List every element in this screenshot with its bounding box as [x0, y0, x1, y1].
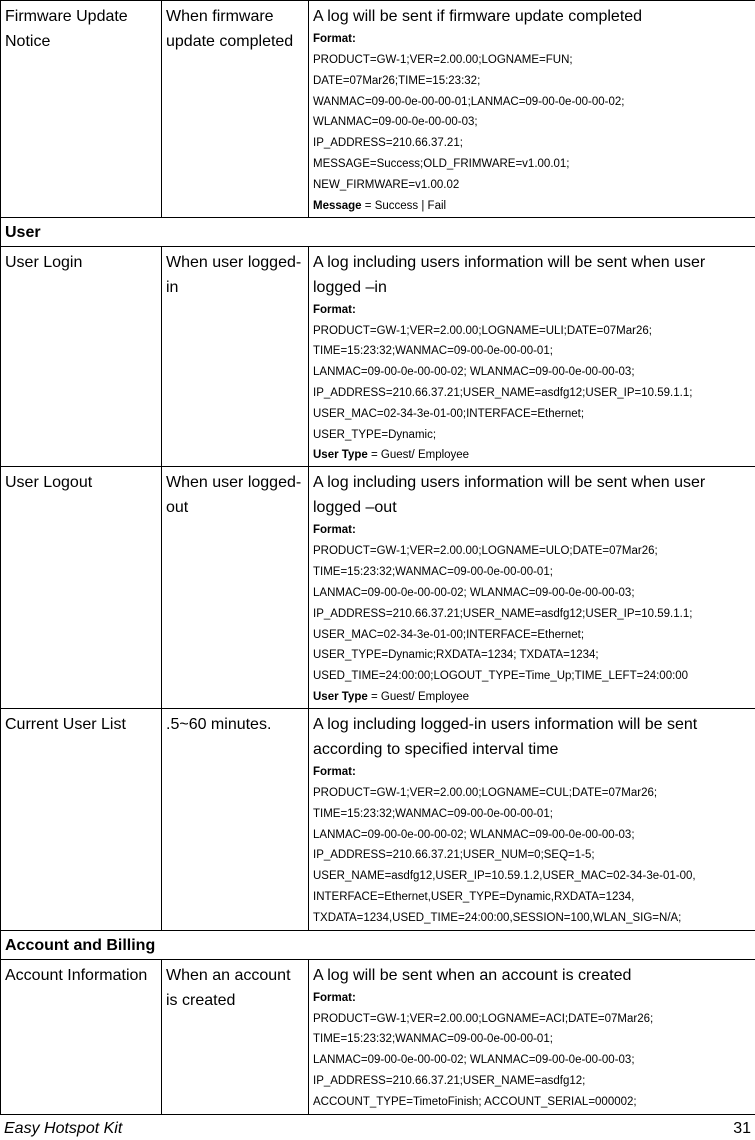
format-line: LANMAC=09-00-0e-00-00-02; WLANMAC=09-00-0e-00-00-03;: [313, 1054, 635, 1067]
format-line: IP_ADDRESS=210.66.37.21;USER_NAME=asdfg12;USER_IP=10.59.1.1;: [313, 386, 693, 399]
format-line: PRODUCT=GW-1;VER=2.00.00;LOGNAME=ULO;DATE=07Mar26;: [313, 545, 658, 558]
page-footer: [0, 1118, 755, 1140]
trigger-cell: When firmware update completed: [162, 1, 309, 218]
event-cell: User Login: [1, 246, 162, 467]
event-cell: Firmware Update Notice: [1, 1, 162, 218]
format-line: MESSAGE=Success;OLD_FRIMWARE=v1.00.01;: [313, 157, 570, 170]
format-line: TIME=15:23:32;WANMAC=09-00-0e-00-00-01;: [313, 807, 553, 820]
event-cell: Current User List: [1, 708, 162, 930]
format-line: PRODUCT=GW-1;VER=2.00.00;LOGNAME=CUL;DATE=07Mar26;: [313, 786, 658, 799]
trigger-cell: When an account is created: [162, 959, 309, 1114]
format-line: TIME=15:23:32;WANMAC=09-00-0e-00-00-01;: [313, 566, 553, 579]
description-text: A log including logged-in users information will be sent according to specified interval time: [313, 715, 698, 758]
description-cell: [309, 1, 755, 218]
format-line: USER_MAC=02-34-3e-01-00;INTERFACE=Ethernet;: [313, 407, 585, 420]
format-line: TXDATA=1234,USED_TIME=24:00:00,SESSION=100,WLAN_SIG=N/A;: [313, 911, 682, 924]
format-line: USER_TYPE=Dynamic;: [313, 428, 437, 441]
page-number: 31: [733, 1120, 751, 1137]
format-line: NEW_FIRMWARE=v1.00.02: [313, 178, 460, 191]
description-cell: [309, 959, 755, 1114]
note-value: = Guest/ Employee: [367, 449, 470, 462]
table-row-user-login: [1, 246, 755, 467]
description-cell: [309, 708, 755, 930]
format-line: DATE=07Mar26;TIME=15:23:32;: [313, 74, 481, 87]
section-heading: User: [1, 217, 755, 246]
format-line: PRODUCT=GW-1;VER=2.00.00;LOGNAME=ULI;DATE=07Mar26;: [313, 324, 652, 337]
value-note: [313, 445, 751, 465]
format-line: USER_TYPE=Dynamic;RXDATA=1234; TXDATA=1234;: [313, 649, 599, 662]
format-line: USED_TIME=24:00:00;LOGOUT_TYPE=Time_Up;TIME_LEFT=24:00:00: [313, 670, 689, 683]
note-key: User Type: [313, 690, 368, 703]
event-cell: User Logout: [1, 467, 162, 709]
format-line: WLANMAC=09-00-0e-00-00-03;: [313, 116, 478, 129]
note-key: Message: [313, 199, 362, 212]
format-line: TIME=15:23:32;WANMAC=09-00-0e-00-00-01;: [313, 1033, 553, 1046]
note-value: = Guest/ Employee: [367, 690, 470, 703]
value-note: [313, 196, 751, 216]
format-line: IP_ADDRESS=210.66.37.21;USER_NAME=asdfg12;USER_IP=10.59.1.1;: [313, 607, 693, 620]
format-line: LANMAC=09-00-0e-00-00-02; WLANMAC=09-00-0e-00-00-03;: [313, 586, 635, 599]
format-line: USER_MAC=02-34-3e-01-00;INTERFACE=Ethernet;: [313, 628, 585, 641]
description-cell: [309, 467, 755, 709]
format-label: Format:: [313, 33, 356, 45]
section-row-account-billing: [1, 930, 755, 959]
trigger-cell: When user logged-in: [162, 246, 309, 467]
section-row-user: [1, 217, 755, 246]
format-line: WANMAC=09-00-0e-00-00-01;LANMAC=09-00-0e-00-00-02;: [313, 95, 625, 108]
event-cell: Account Information: [1, 959, 162, 1114]
format-line: IP_ADDRESS=210.66.37.21;: [313, 137, 463, 150]
format-line: PRODUCT=GW-1;VER=2.00.00;LOGNAME=FUN;: [313, 54, 573, 66]
table-row-account-information: [1, 959, 755, 1114]
note-value: = Success | Fail: [361, 199, 447, 212]
section-heading: Account and Billing: [1, 930, 755, 959]
trigger-cell: When user logged-out: [162, 467, 309, 709]
format-label: Format:: [313, 991, 356, 1004]
format-line: USER_NAME=asdfg12,USER_IP=10.59.1.2,USER_MAC=02-34-3e-01-00,: [313, 870, 696, 883]
description-text: A log will be sent when an account is created: [313, 966, 632, 984]
description-text: A log including users information will be sent when user logged –in: [313, 253, 706, 296]
table-row-user-logout: [1, 467, 755, 709]
format-line: IP_ADDRESS=210.66.37.21;USER_NUM=0;SEQ=1-5;: [313, 849, 595, 862]
format-line: PRODUCT=GW-1;VER=2.00.00;LOGNAME=ACI;DATE=07Mar26;: [313, 1012, 654, 1025]
table-row-firmware-update: [1, 1, 755, 218]
format-label: Format:: [313, 303, 356, 316]
format-line: LANMAC=09-00-0e-00-00-02; WLANMAC=09-00-0e-00-00-03;: [313, 366, 635, 379]
table-row-current-user-list: [1, 708, 755, 930]
note-key: User Type: [313, 449, 368, 462]
format-label: Format:: [313, 765, 356, 778]
format-line: INTERFACE=Ethernet,USER_TYPE=Dynamic,RXDATA=1234,: [313, 890, 635, 903]
value-note: [313, 687, 751, 707]
format-line: IP_ADDRESS=210.66.37.21;USER_NAME=asdfg12;: [313, 1074, 586, 1087]
description-text: A log including users information will be sent when user logged –out: [313, 474, 706, 517]
format-label: Format:: [313, 524, 356, 537]
description-text: A log will be sent if firmware update completed: [313, 8, 643, 25]
format-line: ACCOUNT_TYPE=TimetoFinish; ACCOUNT_SERIAL=000002;: [313, 1095, 637, 1108]
description-cell: [309, 246, 755, 467]
format-line: LANMAC=09-00-0e-00-00-02; WLANMAC=09-00-0e-00-00-03;: [313, 828, 635, 841]
footer-title: Easy Hotspot Kit: [4, 1120, 123, 1137]
trigger-cell: .5~60 minutes.: [162, 708, 309, 930]
format-line: TIME=15:23:32;WANMAC=09-00-0e-00-00-01;: [313, 345, 553, 358]
